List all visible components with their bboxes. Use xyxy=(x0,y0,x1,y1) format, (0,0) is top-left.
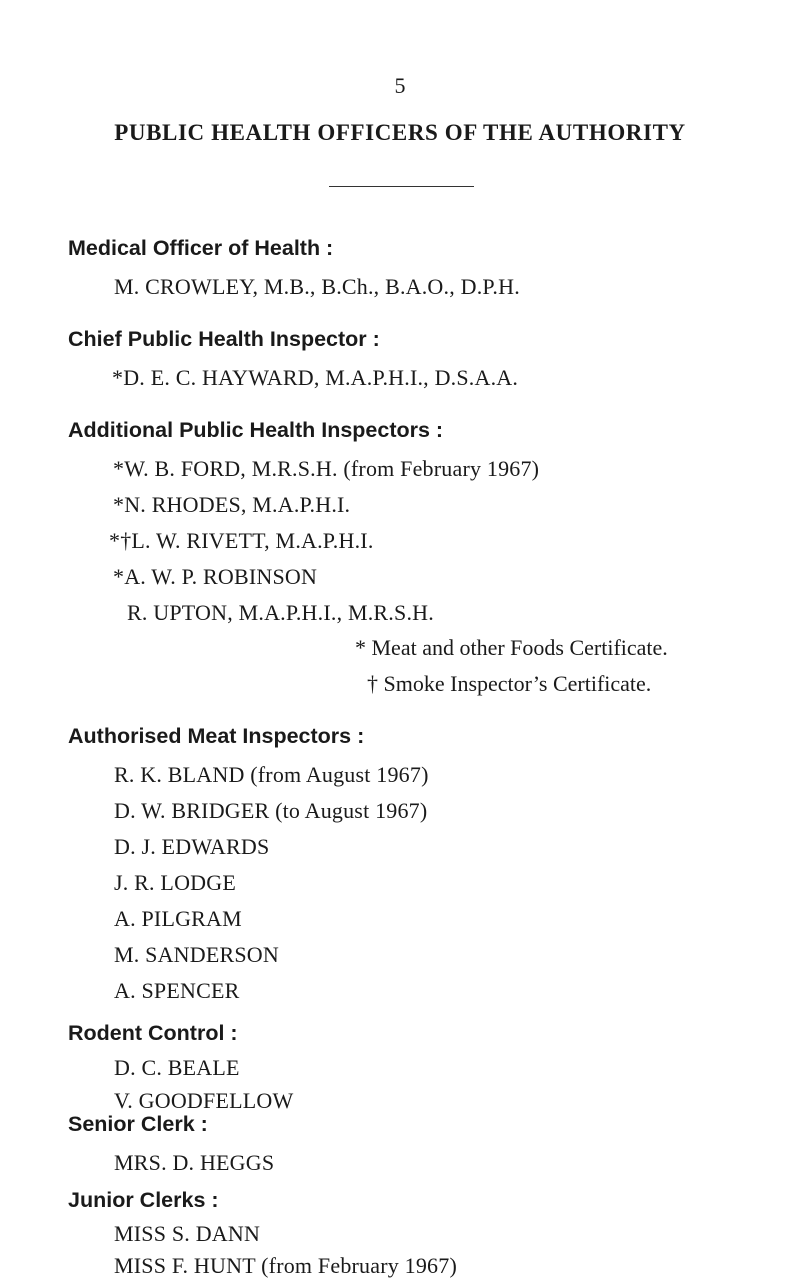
officer-name: *N. RHODES, M.A.P.H.I. xyxy=(113,492,351,517)
officer-name: *†L. W. RIVETT, M.A.P.H.I. xyxy=(109,528,374,553)
officer-name: D. C. BEALE xyxy=(114,1055,240,1080)
officer-name: J. R. LODGE xyxy=(114,870,236,895)
section-heading: Medical Officer of Health : xyxy=(68,236,334,260)
officer-name: M. CROWLEY, M.B., B.Ch., B.A.O., D.P.H. xyxy=(114,274,520,299)
officer-name: *W. B. FORD, M.R.S.H. (from February 1967) xyxy=(113,456,540,481)
footnote-smoke-certificate: † Smoke Inspector’s Certificate. xyxy=(367,671,652,696)
officer-name: *D. E. C. HAYWARD, M.A.P.H.I., D.S.A.A. xyxy=(112,365,519,390)
section-heading: Junior Clerks : xyxy=(68,1188,219,1212)
page-title: PUBLIC HEALTH OFFICERS OF THE AUTHORITY xyxy=(114,120,686,145)
officer-name: A. SPENCER xyxy=(114,978,240,1003)
section-heading: Rodent Control : xyxy=(68,1021,238,1045)
officer-name: D. J. EDWARDS xyxy=(114,834,270,859)
section-heading: Authorised Meat Inspectors : xyxy=(68,724,365,748)
section-heading: Senior Clerk : xyxy=(68,1112,208,1136)
footnote-meat-certificate: * Meat and other Foods Certificate. xyxy=(355,635,668,660)
officer-name: R. UPTON, M.A.P.H.I., M.R.S.H. xyxy=(127,600,434,625)
officer-name: M. SANDERSON xyxy=(114,942,279,967)
officer-name: MRS. D. HEGGS xyxy=(114,1150,275,1175)
officer-name: V. GOODFELLOW xyxy=(114,1088,294,1113)
officer-name: A. PILGRAM xyxy=(114,906,242,931)
section-heading: Chief Public Health Inspector : xyxy=(68,327,380,351)
officer-name: MISS F. HUNT (from February 1967) xyxy=(114,1253,457,1278)
section-heading: Additional Public Health Inspectors : xyxy=(68,418,444,442)
officer-name: D. W. BRIDGER (to August 1967) xyxy=(114,798,428,823)
officer-name: *A. W. P. ROBINSON xyxy=(113,564,318,589)
officer-name: R. K. BLAND (from August 1967) xyxy=(114,762,429,787)
page-number: 5 xyxy=(394,73,406,98)
title-divider xyxy=(329,186,474,187)
officer-name: MISS S. DANN xyxy=(114,1221,261,1246)
